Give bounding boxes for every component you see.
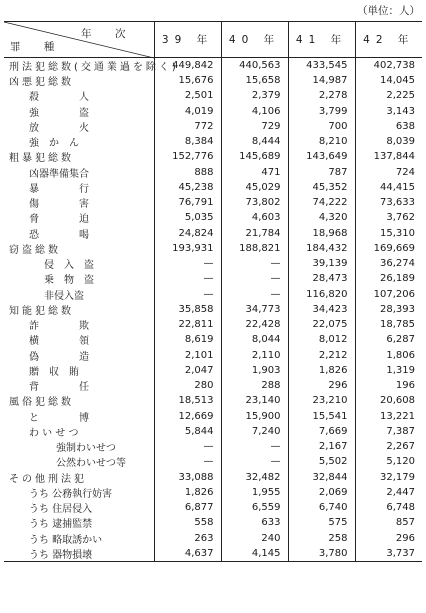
row-label: 風俗犯総数 bbox=[9, 397, 74, 409]
value-cell: — bbox=[154, 454, 221, 469]
value-cell: 4,019 bbox=[154, 104, 221, 119]
value-cell: 5,502 bbox=[288, 454, 355, 469]
value-cell: 34,773 bbox=[221, 302, 288, 317]
crime-statistics-table bbox=[4, 21, 422, 562]
value-cell: 6,740 bbox=[288, 500, 355, 515]
table-row bbox=[4, 515, 422, 530]
value-cell: 6,559 bbox=[221, 500, 288, 515]
value-cell: 8,012 bbox=[288, 332, 355, 347]
row-label: 横 領 bbox=[29, 336, 89, 348]
value-cell: 28,473 bbox=[288, 271, 355, 286]
value-cell: 45,238 bbox=[154, 180, 221, 195]
value-cell: 20,608 bbox=[355, 393, 422, 408]
value-cell: 14,045 bbox=[355, 73, 422, 88]
value-cell: 2,047 bbox=[154, 363, 221, 378]
value-cell: 2,110 bbox=[221, 348, 288, 363]
value-cell: 12,669 bbox=[154, 409, 221, 424]
header-crime-label: 罪 種 bbox=[10, 41, 65, 53]
value-cell: 6,877 bbox=[154, 500, 221, 515]
value-cell: 107,206 bbox=[355, 287, 422, 302]
row-label: その他刑法犯 bbox=[9, 473, 87, 485]
value-cell: 8,619 bbox=[154, 332, 221, 347]
value-cell: 2,167 bbox=[288, 439, 355, 454]
value-cell: 5,035 bbox=[154, 210, 221, 225]
value-cell: 3,799 bbox=[288, 104, 355, 119]
value-cell: 787 bbox=[288, 165, 355, 180]
table-row bbox=[4, 119, 422, 134]
row-label: 凶器準備集合 bbox=[29, 168, 89, 180]
value-cell: 32,844 bbox=[288, 470, 355, 485]
value-cell: 36,274 bbox=[355, 256, 422, 271]
row-label: 強制わいせつ bbox=[56, 443, 116, 455]
value-cell: 196 bbox=[355, 378, 422, 393]
value-cell: 258 bbox=[288, 531, 355, 546]
value-cell: 449,842 bbox=[154, 58, 221, 74]
value-cell: 288 bbox=[221, 378, 288, 393]
value-cell: 2,101 bbox=[154, 348, 221, 363]
value-cell: 729 bbox=[221, 119, 288, 134]
value-cell: 13,221 bbox=[355, 409, 422, 424]
value-cell: 3,737 bbox=[355, 546, 422, 562]
value-cell: — bbox=[221, 454, 288, 469]
value-cell: 7,669 bbox=[288, 424, 355, 439]
value-cell: 240 bbox=[221, 531, 288, 546]
value-cell: — bbox=[221, 439, 288, 454]
value-cell: 4,320 bbox=[288, 210, 355, 225]
value-cell: 44,415 bbox=[355, 180, 422, 195]
value-cell: — bbox=[221, 271, 288, 286]
value-cell: 188,821 bbox=[221, 241, 288, 256]
value-cell: 6,287 bbox=[355, 332, 422, 347]
row-label: 殺 人 bbox=[29, 92, 89, 104]
value-cell: 263 bbox=[154, 531, 221, 546]
value-cell: 7,387 bbox=[355, 424, 422, 439]
value-cell: — bbox=[221, 256, 288, 271]
value-cell: 28,393 bbox=[355, 302, 422, 317]
table-row bbox=[4, 180, 422, 195]
value-cell: 22,075 bbox=[288, 317, 355, 332]
row-label: 放 火 bbox=[29, 122, 89, 134]
value-cell: 2,278 bbox=[288, 88, 355, 103]
value-cell: 15,658 bbox=[221, 73, 288, 88]
table-row bbox=[4, 393, 422, 408]
value-cell: 888 bbox=[154, 165, 221, 180]
value-cell: 76,791 bbox=[154, 195, 221, 210]
table-row bbox=[4, 424, 422, 439]
value-cell: 8,384 bbox=[154, 134, 221, 149]
table-row bbox=[4, 531, 422, 546]
value-cell: 2,225 bbox=[355, 88, 422, 103]
value-cell: 73,802 bbox=[221, 195, 288, 210]
value-cell: 5,120 bbox=[355, 454, 422, 469]
value-cell: 3,143 bbox=[355, 104, 422, 119]
table-row bbox=[4, 317, 422, 332]
value-cell: 21,784 bbox=[221, 226, 288, 241]
row-label: 窃盗総数 bbox=[9, 244, 61, 256]
value-cell: 433,545 bbox=[288, 58, 355, 74]
value-cell: 32,179 bbox=[355, 470, 422, 485]
row-label: 公然わいせつ等 bbox=[56, 458, 126, 470]
value-cell: 39,139 bbox=[288, 256, 355, 271]
value-cell: 18,785 bbox=[355, 317, 422, 332]
value-cell: — bbox=[154, 439, 221, 454]
value-cell: — bbox=[221, 287, 288, 302]
table-row bbox=[4, 363, 422, 378]
table-row bbox=[4, 409, 422, 424]
table-row bbox=[4, 439, 422, 454]
row-label: 乗 物 盗 bbox=[44, 275, 94, 287]
value-cell: 152,776 bbox=[154, 149, 221, 164]
table-row bbox=[4, 104, 422, 119]
table-row bbox=[4, 348, 422, 363]
row-label: 偽 造 bbox=[29, 351, 89, 363]
value-cell: 8,444 bbox=[221, 134, 288, 149]
value-cell: 1,955 bbox=[221, 485, 288, 500]
value-cell: 1,826 bbox=[288, 363, 355, 378]
value-cell: 45,029 bbox=[221, 180, 288, 195]
value-cell: 296 bbox=[355, 531, 422, 546]
value-cell: 7,240 bbox=[221, 424, 288, 439]
table-row bbox=[4, 454, 422, 469]
value-cell: 15,310 bbox=[355, 226, 422, 241]
row-label: 贈 収 賄 bbox=[29, 366, 79, 378]
value-cell: 5,844 bbox=[154, 424, 221, 439]
value-cell: 14,987 bbox=[288, 73, 355, 88]
table-row bbox=[4, 485, 422, 500]
value-cell: 4,145 bbox=[221, 546, 288, 562]
year-header: 39 年 bbox=[154, 22, 221, 58]
value-cell: 15,676 bbox=[154, 73, 221, 88]
table-row bbox=[4, 332, 422, 347]
year-header: 40 年 bbox=[221, 22, 288, 58]
value-cell: 8,039 bbox=[355, 134, 422, 149]
value-cell: 6,748 bbox=[355, 500, 422, 515]
value-cell: 724 bbox=[355, 165, 422, 180]
table-row bbox=[4, 271, 422, 286]
header-row bbox=[4, 22, 422, 58]
value-cell: 33,088 bbox=[154, 470, 221, 485]
table-body bbox=[4, 58, 422, 562]
value-cell: 440,563 bbox=[221, 58, 288, 74]
year-header: 41 年 bbox=[288, 22, 355, 58]
value-cell: 2,069 bbox=[288, 485, 355, 500]
table-row bbox=[4, 58, 422, 74]
value-cell: 73,633 bbox=[355, 195, 422, 210]
value-cell: 169,669 bbox=[355, 241, 422, 256]
value-cell: 296 bbox=[288, 378, 355, 393]
value-cell: 145,689 bbox=[221, 149, 288, 164]
value-cell: 4,637 bbox=[154, 546, 221, 562]
row-label: うち 器物損壊 bbox=[4, 546, 154, 562]
header-year-label: 年 次 bbox=[81, 28, 136, 40]
value-cell: 638 bbox=[355, 119, 422, 134]
value-cell: 558 bbox=[154, 515, 221, 530]
value-cell: 2,212 bbox=[288, 348, 355, 363]
row-label: うち 住居侵入 bbox=[29, 504, 93, 516]
row-label: うち 公務執行妨害 bbox=[29, 488, 113, 500]
table-row bbox=[4, 546, 422, 562]
value-cell: 26,189 bbox=[355, 271, 422, 286]
value-cell: 3,762 bbox=[355, 210, 422, 225]
value-cell: 23,140 bbox=[221, 393, 288, 408]
table-row bbox=[4, 287, 422, 302]
row-label: 粗暴犯総数 bbox=[9, 153, 74, 165]
value-cell: 22,428 bbox=[221, 317, 288, 332]
row-label: 侵 入 盗 bbox=[44, 260, 94, 272]
value-cell: 1,826 bbox=[154, 485, 221, 500]
unit-label: （単位：人） bbox=[357, 5, 420, 17]
value-cell: 4,603 bbox=[221, 210, 288, 225]
value-cell: 45,352 bbox=[288, 180, 355, 195]
table-row bbox=[4, 256, 422, 271]
value-cell: 1,806 bbox=[355, 348, 422, 363]
value-cell: 8,210 bbox=[288, 134, 355, 149]
row-label: 傷 害 bbox=[29, 199, 89, 211]
value-cell: 1,319 bbox=[355, 363, 422, 378]
value-cell: 18,968 bbox=[288, 226, 355, 241]
value-cell: 143,649 bbox=[288, 149, 355, 164]
value-cell: 3,780 bbox=[288, 546, 355, 562]
row-label: 背 任 bbox=[29, 382, 89, 394]
value-cell: 137,844 bbox=[355, 149, 422, 164]
header-corner bbox=[4, 22, 154, 58]
table-row bbox=[4, 470, 422, 485]
value-cell: 280 bbox=[154, 378, 221, 393]
value-cell: 1,903 bbox=[221, 363, 288, 378]
value-cell: 2,267 bbox=[355, 439, 422, 454]
year-header: 42 年 bbox=[355, 22, 422, 58]
row-label: わ い せ つ bbox=[29, 427, 79, 439]
row-label: 詐 欺 bbox=[29, 321, 89, 333]
value-cell: 857 bbox=[355, 515, 422, 530]
row-label: 暴 行 bbox=[29, 183, 89, 195]
value-cell: 32,482 bbox=[221, 470, 288, 485]
value-cell: — bbox=[154, 287, 221, 302]
value-cell: 15,541 bbox=[288, 409, 355, 424]
value-cell: 2,379 bbox=[221, 88, 288, 103]
value-cell: 15,900 bbox=[221, 409, 288, 424]
value-cell: 35,858 bbox=[154, 302, 221, 317]
value-cell: 8,044 bbox=[221, 332, 288, 347]
table-row bbox=[4, 195, 422, 210]
value-cell: 23,210 bbox=[288, 393, 355, 408]
value-cell: 700 bbox=[288, 119, 355, 134]
row-label: 強 か ん bbox=[29, 138, 79, 150]
row-label: 恐 喝 bbox=[29, 229, 89, 241]
row-label: と 博 bbox=[29, 412, 89, 424]
value-cell: 4,106 bbox=[221, 104, 288, 119]
row-label: 凶悪犯総数 bbox=[9, 77, 74, 89]
table-row bbox=[4, 73, 422, 88]
value-cell: 74,222 bbox=[288, 195, 355, 210]
row-label: 刑法犯総数(交通業過を除く) bbox=[9, 62, 179, 73]
value-cell: 24,824 bbox=[154, 226, 221, 241]
value-cell: 575 bbox=[288, 515, 355, 530]
row-label: 知能犯総数 bbox=[9, 305, 74, 317]
value-cell: 116,820 bbox=[288, 287, 355, 302]
row-label: 強 盗 bbox=[29, 107, 89, 119]
table-row bbox=[4, 88, 422, 103]
table-row bbox=[4, 302, 422, 317]
table-row bbox=[4, 134, 422, 149]
table-row bbox=[4, 500, 422, 515]
value-cell: 471 bbox=[221, 165, 288, 180]
row-label: うち 逮捕監禁 bbox=[29, 519, 93, 531]
value-cell: 633 bbox=[221, 515, 288, 530]
value-cell: 193,931 bbox=[154, 241, 221, 256]
value-cell: 18,513 bbox=[154, 393, 221, 408]
value-cell: 184,432 bbox=[288, 241, 355, 256]
table-row bbox=[4, 210, 422, 225]
value-cell: 2,501 bbox=[154, 88, 221, 103]
value-cell: 2,447 bbox=[355, 485, 422, 500]
value-cell: 402,738 bbox=[355, 58, 422, 74]
row-label: 脅 迫 bbox=[29, 214, 89, 226]
table-row bbox=[4, 241, 422, 256]
value-cell: — bbox=[154, 271, 221, 286]
table-row bbox=[4, 149, 422, 164]
value-cell: — bbox=[154, 256, 221, 271]
table-row bbox=[4, 165, 422, 180]
table-row bbox=[4, 378, 422, 393]
value-cell: 22,811 bbox=[154, 317, 221, 332]
row-label: 非侵入盗 bbox=[44, 290, 84, 302]
row-label: うち 略取誘かい bbox=[29, 534, 103, 546]
value-cell: 34,423 bbox=[288, 302, 355, 317]
value-cell: 772 bbox=[154, 119, 221, 134]
table-row bbox=[4, 226, 422, 241]
